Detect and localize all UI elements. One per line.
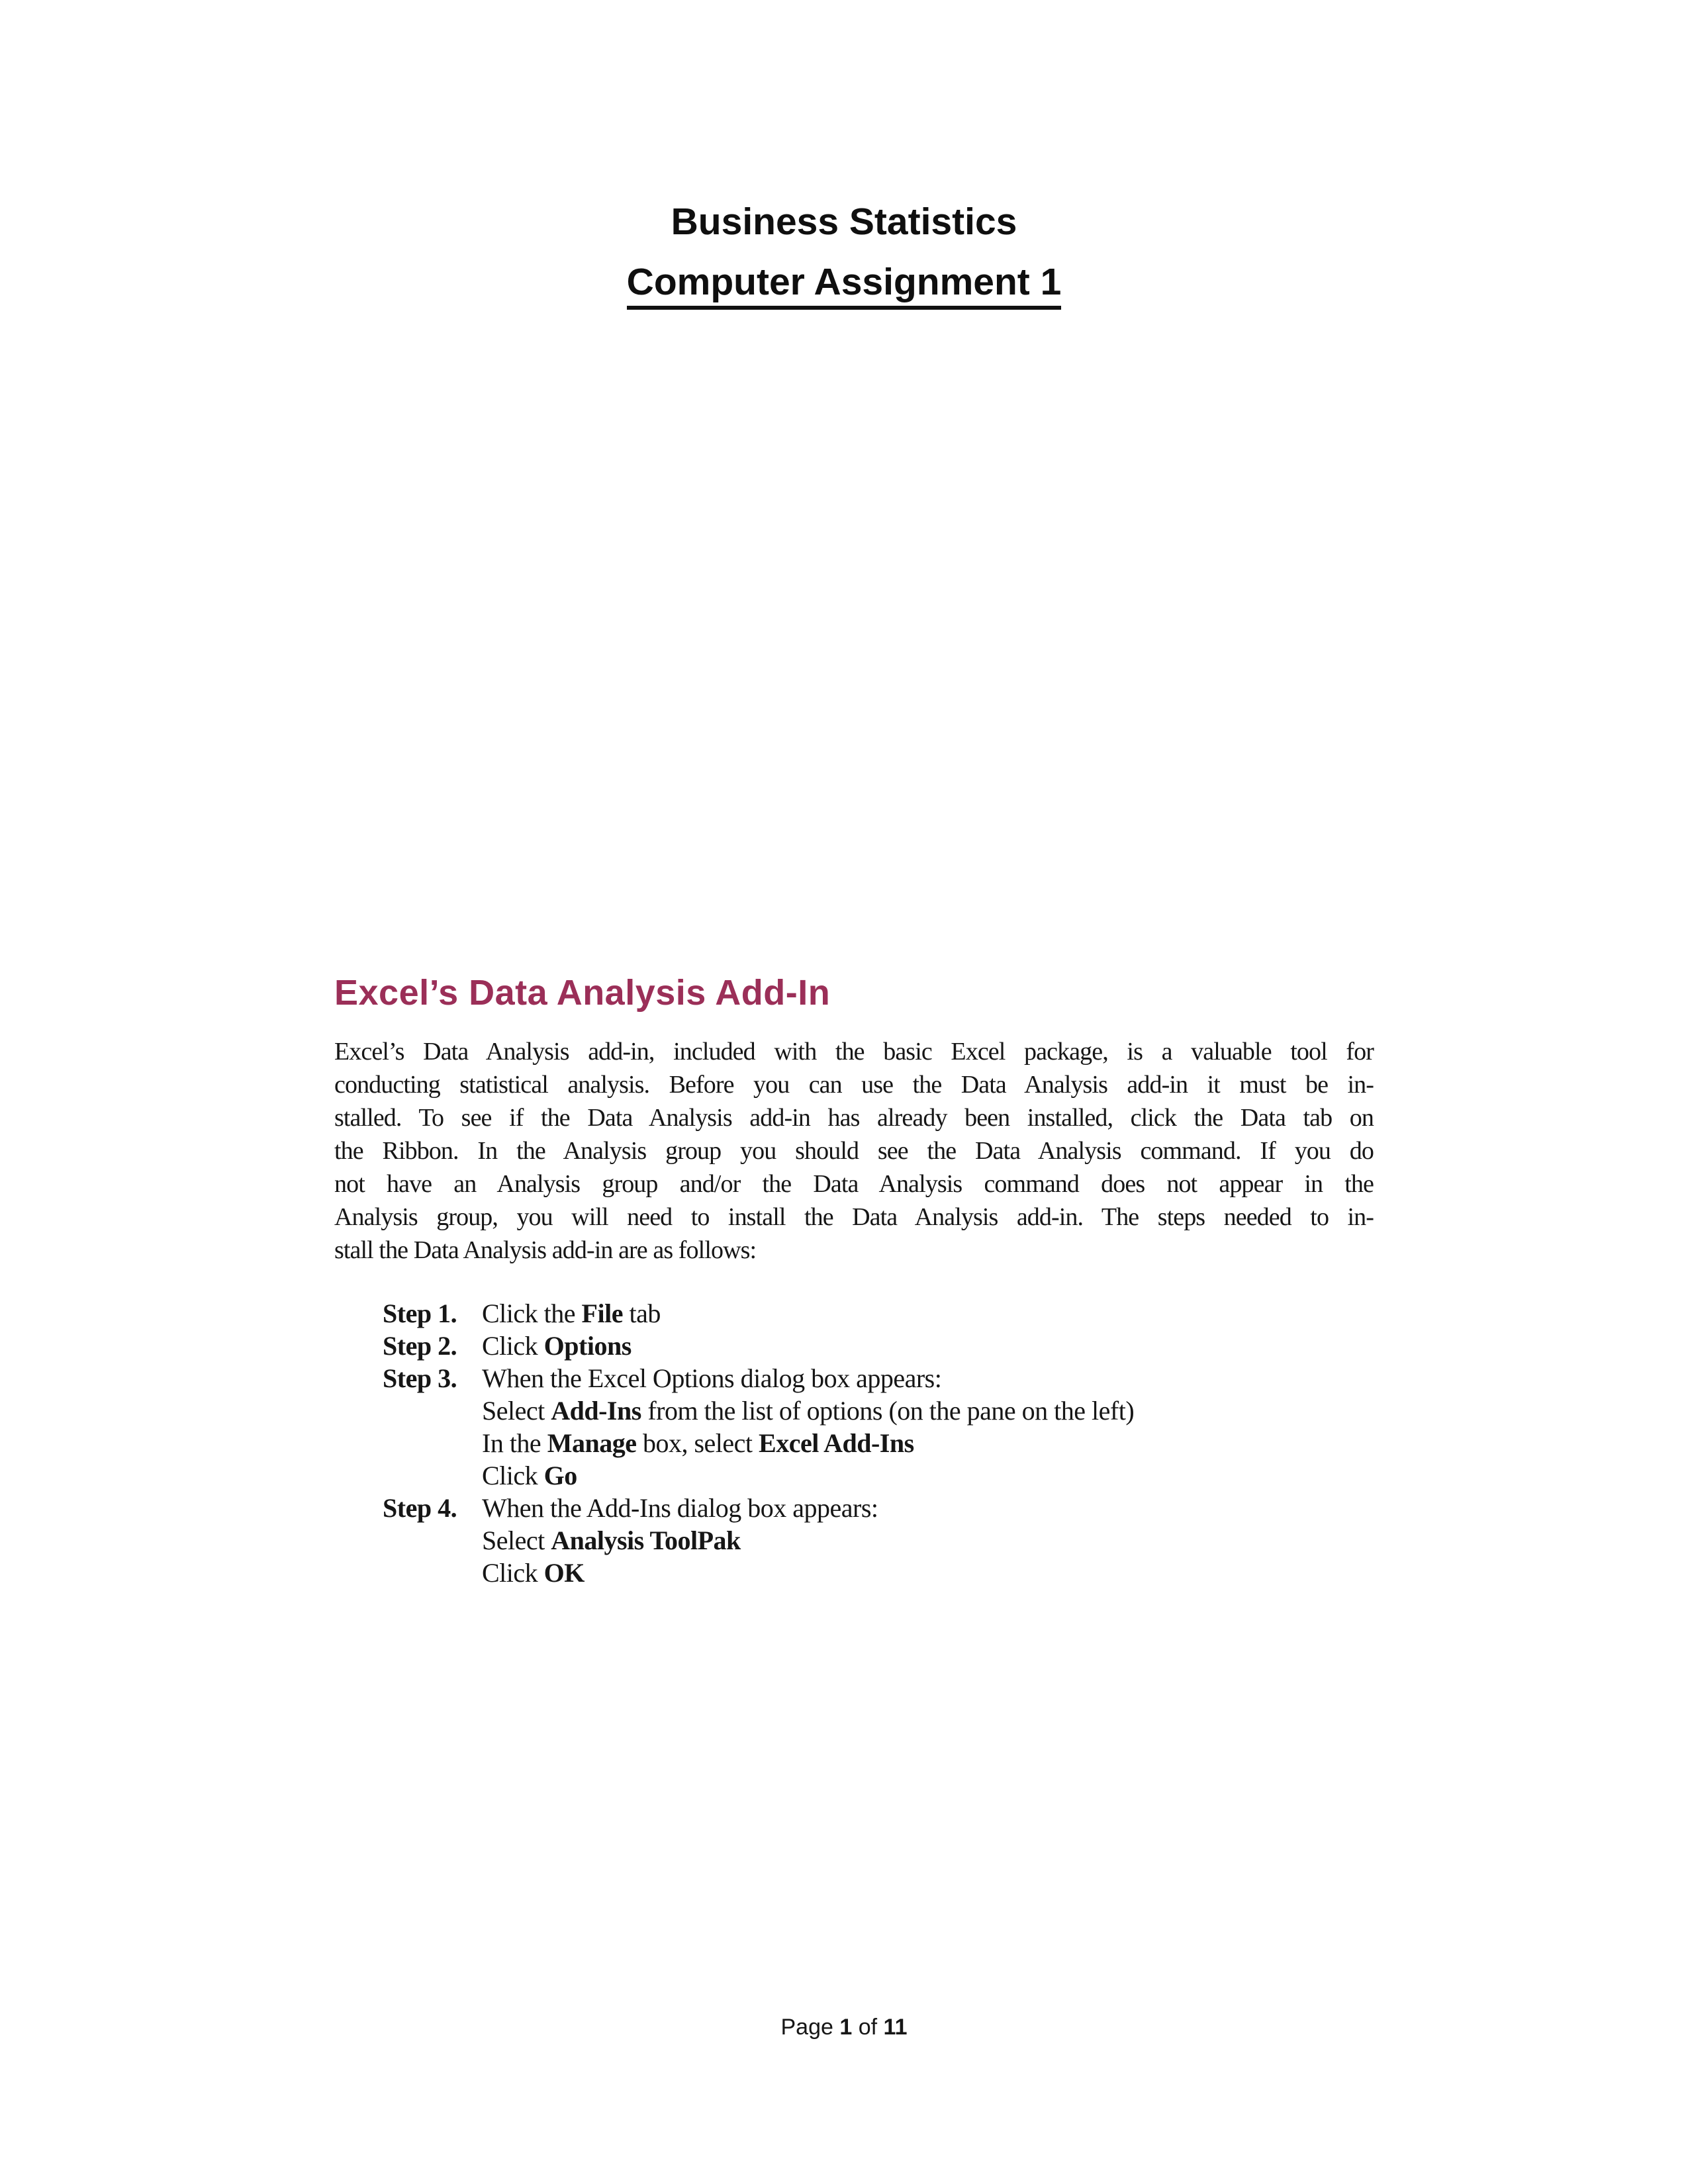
step-row (334, 1524, 1374, 1557)
step-text: In the Manage box, select Excel Add-Ins (482, 1428, 914, 1458)
paragraph-line: Analysis group, you will need to install the Data Analysis add-in. The steps needed to in- (334, 1203, 1374, 1231)
step-row (334, 1297, 1374, 1330)
step-label: Step 3. (383, 1363, 457, 1393)
step-row (334, 1330, 1374, 1362)
step-text: Select Analysis ToolPak (482, 1525, 741, 1555)
step-row (334, 1362, 1374, 1394)
step-label: Step 4. (383, 1493, 457, 1523)
step-row (334, 1557, 1374, 1589)
step-text: Click Go (482, 1461, 577, 1490)
paragraph-line: stalled. To see if the Data Analysis add-in has already been installed, click the Data tab on (334, 1104, 1374, 1132)
paragraph-line: Excel’s Data Analysis add-in, included with the basic Excel package, is a valuable tool for (334, 1038, 1374, 1066)
section-heading: Excel’s Data Analysis Add-In (334, 973, 831, 1013)
document-subtitle: Computer Assignment 1 (627, 261, 1062, 310)
paragraph-line: stall the Data Analysis add-in are as follows: (334, 1236, 757, 1264)
steps-list (334, 1297, 1374, 1589)
document-subtitle-wrap (0, 261, 1688, 310)
step-label: Step 1. (383, 1298, 457, 1328)
document-title: Business Statistics (671, 201, 1017, 243)
step-row (334, 1459, 1374, 1492)
paragraph-line: conducting statistical analysis. Before you can use the Data Analysis add-in it must be in- (334, 1071, 1374, 1099)
paragraph-line: not have an Analysis group and/or the Data Analysis command does not appear in the (334, 1170, 1374, 1198)
step-row (334, 1427, 1374, 1459)
step-text: Click the File tab (482, 1298, 661, 1328)
step-row (334, 1492, 1374, 1524)
step-label: Step 2. (383, 1331, 457, 1361)
step-text: Click OK (482, 1558, 585, 1588)
step-text: Click Options (482, 1331, 632, 1361)
excel-addin-section (334, 973, 1374, 1589)
document-header (0, 200, 1688, 310)
paragraph-line: the Ribbon. In the Analysis group you should see the Data Analysis command. If you do (334, 1137, 1374, 1165)
intro-paragraph (334, 1035, 1374, 1267)
step-text: When the Add-Ins dialog box appears: (482, 1493, 878, 1523)
step-text: When the Excel Options dialog box appears: (482, 1363, 942, 1393)
page-footer: Page 1 of 11 (780, 2015, 908, 2040)
step-text: Select Add-Ins from the list of options (on the pane on the left) (482, 1396, 1135, 1426)
step-row (334, 1394, 1374, 1427)
